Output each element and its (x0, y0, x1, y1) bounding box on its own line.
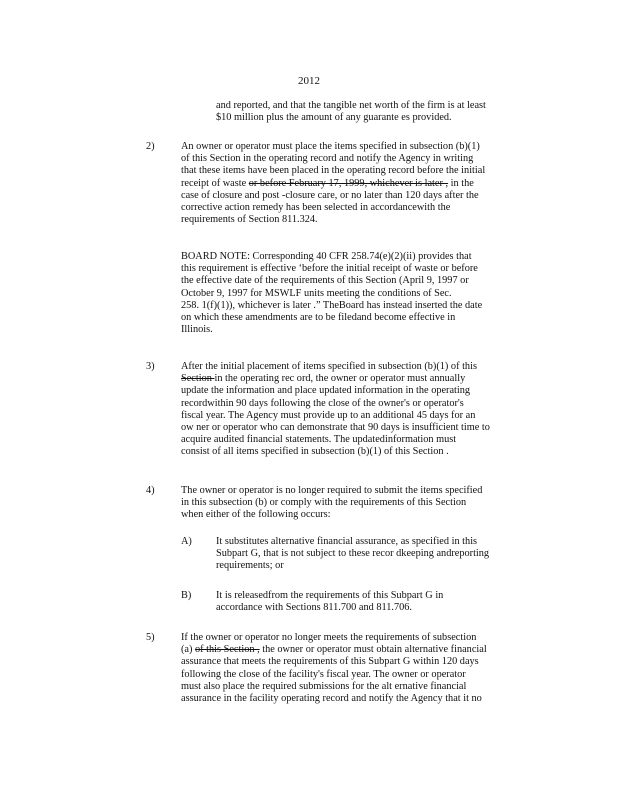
item-4-paragraph (181, 485, 537, 522)
text-line: accordance with Sections 811.700 and 811.706. (216, 602, 412, 614)
subitem-a-paragraph (216, 536, 536, 573)
item-number-4: 4) (146, 485, 155, 496)
text-line: 258. 1(f)(1)), whichever is later .” TheBoard has instead inserted the date (181, 299, 483, 311)
text-line: update the information and place updated information in the operating (181, 385, 471, 397)
text-line: and reported, and that the tangible net worth of the firm is at least (216, 100, 486, 111)
text-line: the effective date of the requirements of this Section (April 9, 1997 or (181, 275, 469, 287)
text-line: After the initial placement of items specified in subsection (b)(1) of this (181, 361, 477, 372)
text-line: assurance that meets the requirements of this Subpart G within 120 days (181, 656, 479, 668)
text-line: Illinois. (181, 324, 213, 336)
text-line: If the owner or operator no longer meets the requirements of subsection (181, 632, 477, 643)
text-line: this requirement is effective ‘before the initial receipt of waste or before (181, 263, 478, 275)
text-line (181, 373, 541, 385)
text-line: The owner or operator is no longer required to submit the items specified (181, 485, 483, 496)
item-number-3: 3) (146, 361, 155, 372)
item-number-2: 2) (146, 141, 155, 152)
text-line: An owner or operator must place the items specified in subsection (b)(1) (181, 141, 480, 152)
board-note (181, 251, 537, 336)
item-3-paragraph (181, 361, 541, 459)
text-line: BOARD NOTE: Corresponding 40 CFR 258.74(e)(2)(ii) provides that (181, 251, 472, 262)
text-line: following the close of the facility's fiscal year. The owner or operator (181, 668, 466, 680)
text-line (181, 178, 537, 190)
text-segment: in the (448, 177, 474, 189)
text-line: Subpart G, that is not subject to these recor dkeeping andreporting (216, 548, 490, 560)
text-segment: receipt of waste (181, 177, 249, 189)
text-segment: the owner or operator must obtain alternative financial (259, 644, 487, 656)
text-line: must also place the required submissions for the alt ernative financial (181, 680, 467, 692)
text-line: ow ner or operator who can demonstrate that 90 days is insufficient time to (181, 422, 490, 434)
text-line: on which these amendments are to be filedand become effective in (181, 312, 456, 324)
text-line (181, 644, 537, 656)
struck-text: Section (181, 373, 215, 385)
text-line: October 9, 1997 for MSWLF units meeting the conditions of Sec. (181, 287, 452, 299)
text-line: fiscal year. The Agency must provide up to an additional 45 days for an (181, 409, 476, 421)
text-line: requirements; or (216, 560, 284, 572)
subitem-b-paragraph (216, 590, 536, 614)
text-line: of this Section in the operating record and notify the Agency in writing (181, 153, 474, 165)
text-line: consist of all items specified in subsection (b)(1) of this Section . (181, 446, 449, 458)
text-line: requirements of Section 811.324. (181, 214, 318, 226)
item-5-paragraph (181, 632, 537, 705)
text-line: It is releasedfrom the requirements of this Subpart G in (216, 590, 444, 601)
text-segment: (a) (181, 644, 196, 656)
struck-text: of this Section , (195, 644, 260, 656)
text-line: that these items have been placed in the operating record before the initial (181, 165, 486, 177)
struck-text: or before February 17, 1999, whichever is later , (248, 177, 449, 189)
page-header-year: 2012 (298, 75, 320, 87)
text-line: case of closure and post -closure care, or no later than 120 days after the (181, 189, 479, 201)
text-line: acquire audited financial statements. The updatedinformation must (181, 434, 457, 446)
text-line: corrective action remedy has been selected in accordancewith the (181, 202, 451, 214)
item-number-5: 5) (146, 632, 155, 643)
subitem-label-a: A) (181, 536, 192, 547)
continuation-paragraph (216, 100, 536, 124)
text-line: in this subsection (b) or comply with the requirements of this Section (181, 497, 467, 509)
text-line: recordwithin 90 days following the close of the owner's or operator's (181, 397, 464, 409)
text-line: when either of the following occurs: (181, 509, 331, 521)
text-segment: in the operating rec ord, the owner or operator must annually (214, 373, 466, 385)
item-2-paragraph (181, 141, 537, 226)
text-line: assurance in the facility operating record and notify the Agency that it no (181, 693, 482, 705)
subitem-label-b: B) (181, 590, 192, 601)
text-line: It substitutes alternative financial assurance, as specified in this (216, 536, 478, 547)
text-line: $10 million plus the amount of any guarante es provided. (216, 112, 452, 124)
